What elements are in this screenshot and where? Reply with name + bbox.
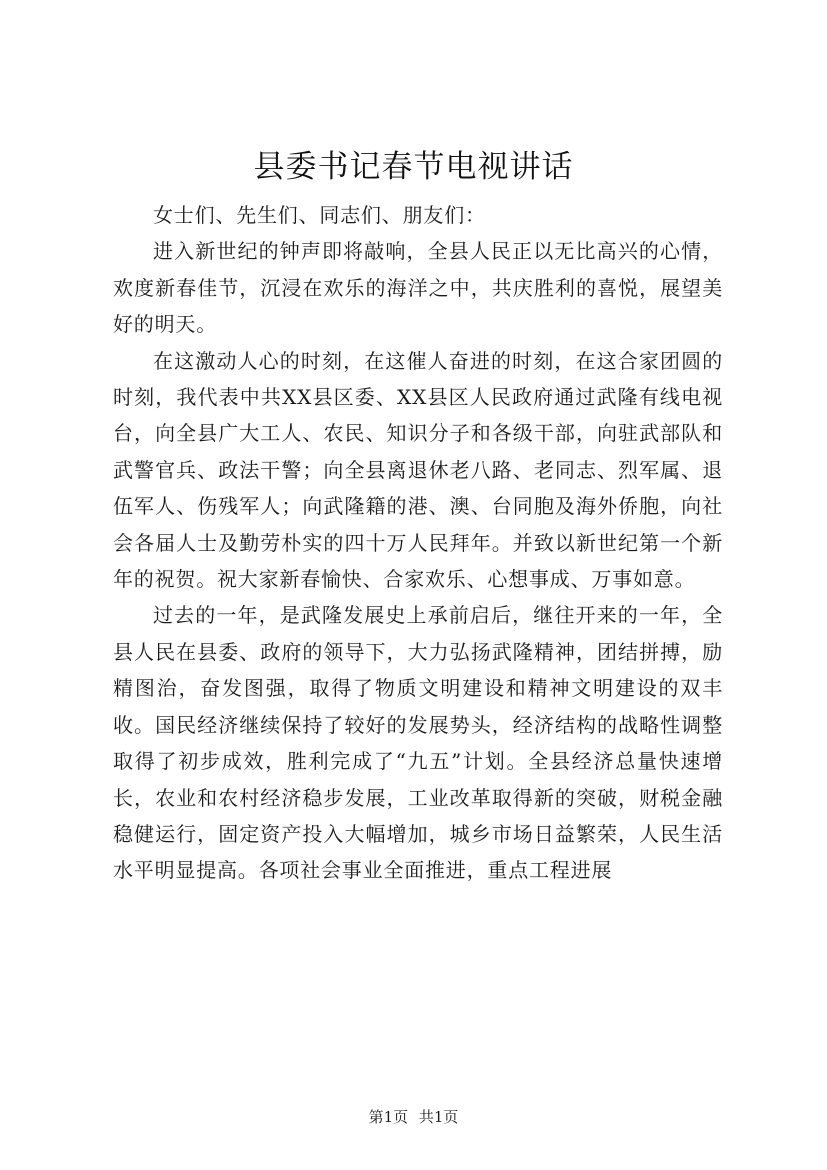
salutation-paragraph: 女士们、先生们、同志们、朋友们： — [153, 203, 486, 227]
page-total: 共1页 — [418, 1108, 459, 1126]
page-footer — [0, 1107, 827, 1127]
body-paragraph: 过去的一年，是武隆发展史上承前启后，继往开来的一年，全县人民在县委、政府的领导下，大力弘扬武隆精神，团结拼搏，励精图治，奋发图强，取得了物质文明建设和精神文明建设的双丰收。国民经济继续保持了较好的发展势头，经济结构的战略性调整取得了初步成效，胜利完成了“九五”计划。全县经济总量快速增长，农业和农村经济稳步发展，工业改革取得新的突破，财税金融稳健运行，固定资产投入大幅增加，城乡市场日益繁荣，人民生活水平明显提高。各项社会事业全面推进，重点工程进展 — [113, 603, 723, 883]
document-body — [113, 197, 723, 889]
page-number: 第1页 — [368, 1108, 409, 1126]
body-paragraph: 进入新世纪的钟声即将敲响，全县人民正以无比高兴的心情，欢度新春佳节，沉浸在欢乐的海洋之中，共庆胜利的喜悦，展望美好的明天。 — [113, 239, 723, 337]
body-paragraph: 在这激动人心的时刻，在这催人奋进的时刻，在这合家团圆的时刻，我代表中共XX县区委、XX县区人民政府通过武隆有线电视台，向全县广大工人、农民、知识分子和各级干部，向驻武部队和武警官兵、政法干警；向全县离退休老八路、老同志、烈军属、退伍军人、伤残军人；向武隆籍的港、澳、台同胞及海外侨胞，向社会各届人士及勤劳朴实的四十万人民拜年。并致以新世纪第一个新年的祝贺。祝大家新春愉快、合家欢乐、心想事成、万事如意。 — [113, 348, 723, 592]
document-title: 县委书记春节电视讲话 — [253, 149, 574, 185]
